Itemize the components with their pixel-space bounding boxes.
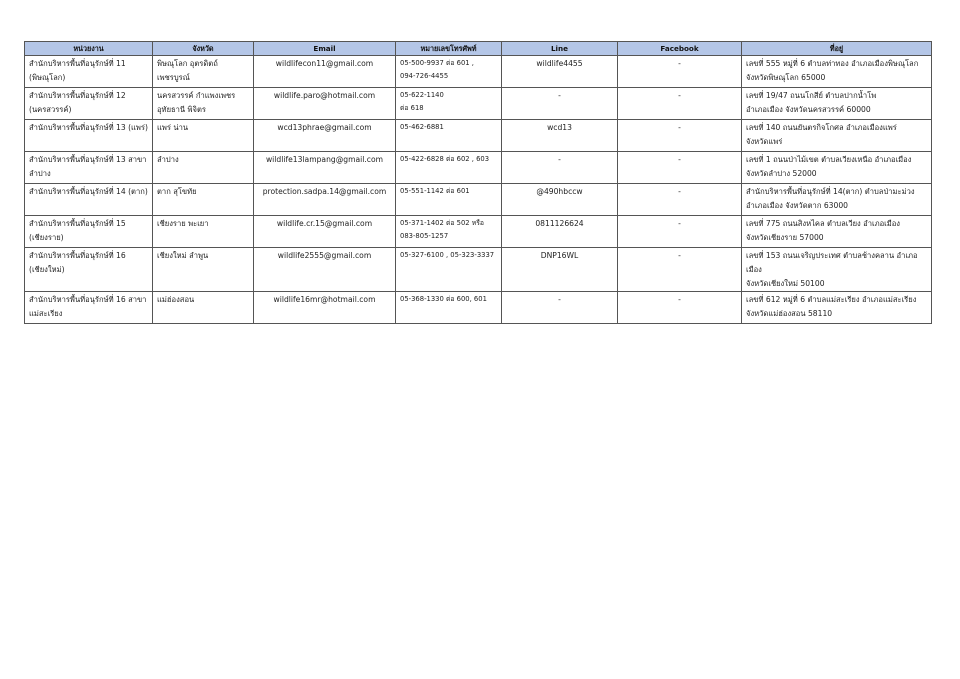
table-row xyxy=(25,292,932,324)
cell-address-text: จังหวัดเชียงใหม่ 50100 xyxy=(746,279,825,288)
cell-line-text: DNP16WL xyxy=(540,251,579,260)
cell-email xyxy=(254,88,396,120)
cell-line-text: - xyxy=(558,295,561,304)
cell-province xyxy=(153,88,254,120)
cell-province xyxy=(153,248,254,292)
cell-line xyxy=(502,56,618,88)
cell-office xyxy=(25,120,153,152)
header-line: Line xyxy=(502,42,618,56)
cell-phone-text: 05-462-6881 xyxy=(400,123,444,131)
cell-facebook-text: - xyxy=(678,155,681,164)
cell-address-text: สำนักบริหารพื้นที่อนุรักษ์ที่ 14(ตาก) ตำบลป่ามะม่วง xyxy=(746,187,915,196)
cell-address-text: เลขที่ 19/47 ถนนโกสีย์ ตำบลปากน้ำโพ xyxy=(746,91,877,100)
table-row xyxy=(25,152,932,184)
cell-facebook xyxy=(618,120,742,152)
cell-office-text: สำนักบริหารพื้นที่อนุรักษ์ที่ 15 (เชียงราย) xyxy=(29,219,126,242)
cell-email xyxy=(254,56,396,88)
cell-office-text: สำนักบริหารพื้นที่อนุรักษ์ที่ 11 (พิษณุโลก) xyxy=(29,59,126,82)
cell-address-text: จังหวัดพิษณุโลก 65000 xyxy=(746,73,826,82)
cell-address-text: เลขที่ 555 หมู่ที่ 6 ตำบลท่าทอง อำเภอเมืองพิษณุโลก xyxy=(746,59,919,68)
cell-facebook xyxy=(618,152,742,184)
cell-line xyxy=(502,88,618,120)
cell-line xyxy=(502,184,618,216)
cell-province-text: เชียงใหม่ ลำพูน xyxy=(157,251,209,260)
header-phone: หมายเลขโทรศัพท์ xyxy=(396,42,502,56)
cell-office xyxy=(25,184,153,216)
cell-email xyxy=(254,216,396,248)
cell-email xyxy=(254,292,396,324)
cell-phone-text: 05-327-6100 , 05-323-3337 xyxy=(400,251,495,259)
cell-address-text: เลขที่ 612 หมู่ที่ 6 ตำบลแม่สะเรียง อำเภอแม่สะเรียง xyxy=(746,295,917,304)
table-row xyxy=(25,88,932,120)
cell-address-text: เลขที่ 1 ถนนป่าไม้เขต ตำบลเวียงเหนือ อำเภอเมือง xyxy=(746,155,912,164)
cell-address xyxy=(742,120,932,152)
cell-phone-text: 083-805-1257 xyxy=(400,232,449,240)
cell-office xyxy=(25,216,153,248)
cell-address-text: อำเภอเมือง จังหวัดตาก 63000 xyxy=(746,201,848,210)
cell-office xyxy=(25,292,153,324)
cell-address-text: เลขที่ 153 ถนนเจริญประเทศ ตำบลช้างคลาน อำเภอเมือง xyxy=(746,251,918,274)
cell-address-text: เลขที่ 775 ถนนสิงหไคล ตำบลเวียง อำเภอเมือง xyxy=(746,219,901,228)
cell-province xyxy=(153,56,254,88)
cell-address-text: จังหวัดแม่ฮ่องสอน 58110 xyxy=(746,309,833,318)
header-email: Email xyxy=(254,42,396,56)
cell-province xyxy=(153,152,254,184)
cell-phone-text: 094-726-4455 xyxy=(400,72,449,80)
cell-email-text: protection.sadpa.14@gmail.com xyxy=(262,187,387,196)
cell-email-text: wildlifecon11@gmail.com xyxy=(275,59,374,68)
cell-province-text: พิษณุโลก อุตรดิตถ์ เพชรบูรณ์ xyxy=(157,59,218,82)
cell-phone-text: ต่อ 618 xyxy=(400,104,424,112)
cell-line xyxy=(502,292,618,324)
cell-office-text: สำนักบริหารพื้นที่อนุรักษ์ที่ 13 สาขาลำปาง xyxy=(29,155,147,178)
cell-facebook-text: - xyxy=(678,295,681,304)
cell-facebook-text: - xyxy=(678,59,681,68)
cell-phone-text: 05-622-1140 xyxy=(400,91,444,99)
cell-email xyxy=(254,120,396,152)
cell-email-text: wildlife16mr@hotmail.com xyxy=(273,295,376,304)
cell-facebook xyxy=(618,248,742,292)
header-row xyxy=(25,42,932,56)
cell-province xyxy=(153,120,254,152)
header-facebook: Facebook xyxy=(618,42,742,56)
cell-line xyxy=(502,216,618,248)
header-province: จังหวัด xyxy=(153,42,254,56)
cell-line-text: - xyxy=(558,91,561,100)
cell-address-text: จังหวัดลำปาง 52000 xyxy=(746,169,817,178)
cell-province-text: ลำปาง xyxy=(157,155,179,164)
table-row xyxy=(25,184,932,216)
cell-province xyxy=(153,184,254,216)
cell-province xyxy=(153,216,254,248)
cell-address-text: จังหวัดเชียงราย 57000 xyxy=(746,233,824,242)
cell-office-text: สำนักบริหารพื้นที่อนุรักษ์ที่ 12 (นครสวรรค์) xyxy=(29,91,126,114)
cell-province-text: แพร่ น่าน xyxy=(157,123,189,132)
cell-address xyxy=(742,216,932,248)
cell-phone-text: 05-422-6828 ต่อ 602 , 603 xyxy=(400,155,490,163)
cell-phone xyxy=(396,248,502,292)
table-row xyxy=(25,248,932,292)
contacts-table xyxy=(24,41,932,324)
cell-facebook xyxy=(618,56,742,88)
cell-line-text: @490hbccw xyxy=(536,187,583,196)
table-row xyxy=(25,216,932,248)
cell-facebook-text: - xyxy=(678,251,681,260)
cell-phone-text: 05-368-1330 ต่อ 600, 601 xyxy=(400,295,487,303)
cell-email xyxy=(254,248,396,292)
cell-email xyxy=(254,184,396,216)
cell-email-text: wildlife.paro@hotmail.com xyxy=(273,91,376,100)
cell-address xyxy=(742,248,932,292)
cell-address-text: จังหวัดแพร่ xyxy=(746,137,783,146)
cell-line xyxy=(502,120,618,152)
cell-line-text: wildlife4455 xyxy=(536,59,583,68)
cell-office xyxy=(25,56,153,88)
header-office: หน่วยงาน xyxy=(25,42,153,56)
cell-facebook xyxy=(618,184,742,216)
cell-facebook xyxy=(618,88,742,120)
cell-facebook-text: - xyxy=(678,219,681,228)
cell-email-text: wcd13phrae@gmail.com xyxy=(277,123,372,132)
cell-line xyxy=(502,248,618,292)
cell-address xyxy=(742,152,932,184)
cell-email-text: wildlife2555@gmail.com xyxy=(277,251,372,260)
cell-office-text: สำนักบริหารพื้นที่อนุรักษ์ที่ 16 สาขาแม่สะเรียง xyxy=(29,295,147,318)
cell-phone xyxy=(396,152,502,184)
cell-address-text: เลขที่ 140 ถนนยันตรกิจโกศล อำเภอเมืองแพร่ xyxy=(746,123,897,132)
table-row xyxy=(25,120,932,152)
cell-phone-text: 05-500-9937 ต่อ 601 , xyxy=(400,59,474,67)
cell-facebook-text: - xyxy=(678,187,681,196)
cell-line-text: 0811126624 xyxy=(535,219,584,228)
cell-address xyxy=(742,184,932,216)
cell-phone xyxy=(396,292,502,324)
cell-address-text: อำเภอเมือง จังหวัดนครสวรรค์ 60000 xyxy=(746,105,871,114)
cell-province-text: แม่ฮ่องสอน xyxy=(157,295,195,304)
cell-address xyxy=(742,292,932,324)
cell-office-text: สำนักบริหารพื้นที่อนุรักษ์ที่ 13 (แพร่) xyxy=(29,123,148,132)
cell-phone-text: 05-551-1142 ต่อ 601 xyxy=(400,187,470,195)
cell-line xyxy=(502,152,618,184)
cell-facebook-text: - xyxy=(678,91,681,100)
cell-phone xyxy=(396,56,502,88)
cell-province-text: เชียงราย พะเยา xyxy=(157,219,209,228)
cell-address xyxy=(742,88,932,120)
cell-province-text: ตาก สุโขทัย xyxy=(157,187,197,196)
cell-phone xyxy=(396,88,502,120)
cell-office xyxy=(25,88,153,120)
header-address: ที่อยู่ xyxy=(742,42,932,56)
cell-province xyxy=(153,292,254,324)
cell-email-text: wildlife.cr.15@gmail.com xyxy=(276,219,373,228)
cell-phone xyxy=(396,216,502,248)
cell-office xyxy=(25,248,153,292)
cell-phone-text: 05-371-1402 ต่อ 502 หรือ xyxy=(400,219,484,227)
cell-email-text: wildlife13lampang@gmail.com xyxy=(265,155,384,164)
cell-email xyxy=(254,152,396,184)
cell-office-text: สำนักบริหารพื้นที่อนุรักษ์ที่ 16 (เชียงใหม่) xyxy=(29,251,126,274)
cell-office-text: สำนักบริหารพื้นที่อนุรักษ์ที่ 14 (ตาก) xyxy=(29,187,148,196)
table-row xyxy=(25,56,932,88)
cell-facebook xyxy=(618,292,742,324)
cell-phone xyxy=(396,120,502,152)
cell-office xyxy=(25,152,153,184)
cell-phone xyxy=(396,184,502,216)
cell-line-text: - xyxy=(558,155,561,164)
cell-facebook-text: - xyxy=(678,123,681,132)
cell-province-text: นครสวรรค์ กำแพงเพชร อุทัยธานี พิจิตร xyxy=(157,91,236,114)
cell-facebook xyxy=(618,216,742,248)
cell-address xyxy=(742,56,932,88)
cell-line-text: wcd13 xyxy=(547,123,572,132)
